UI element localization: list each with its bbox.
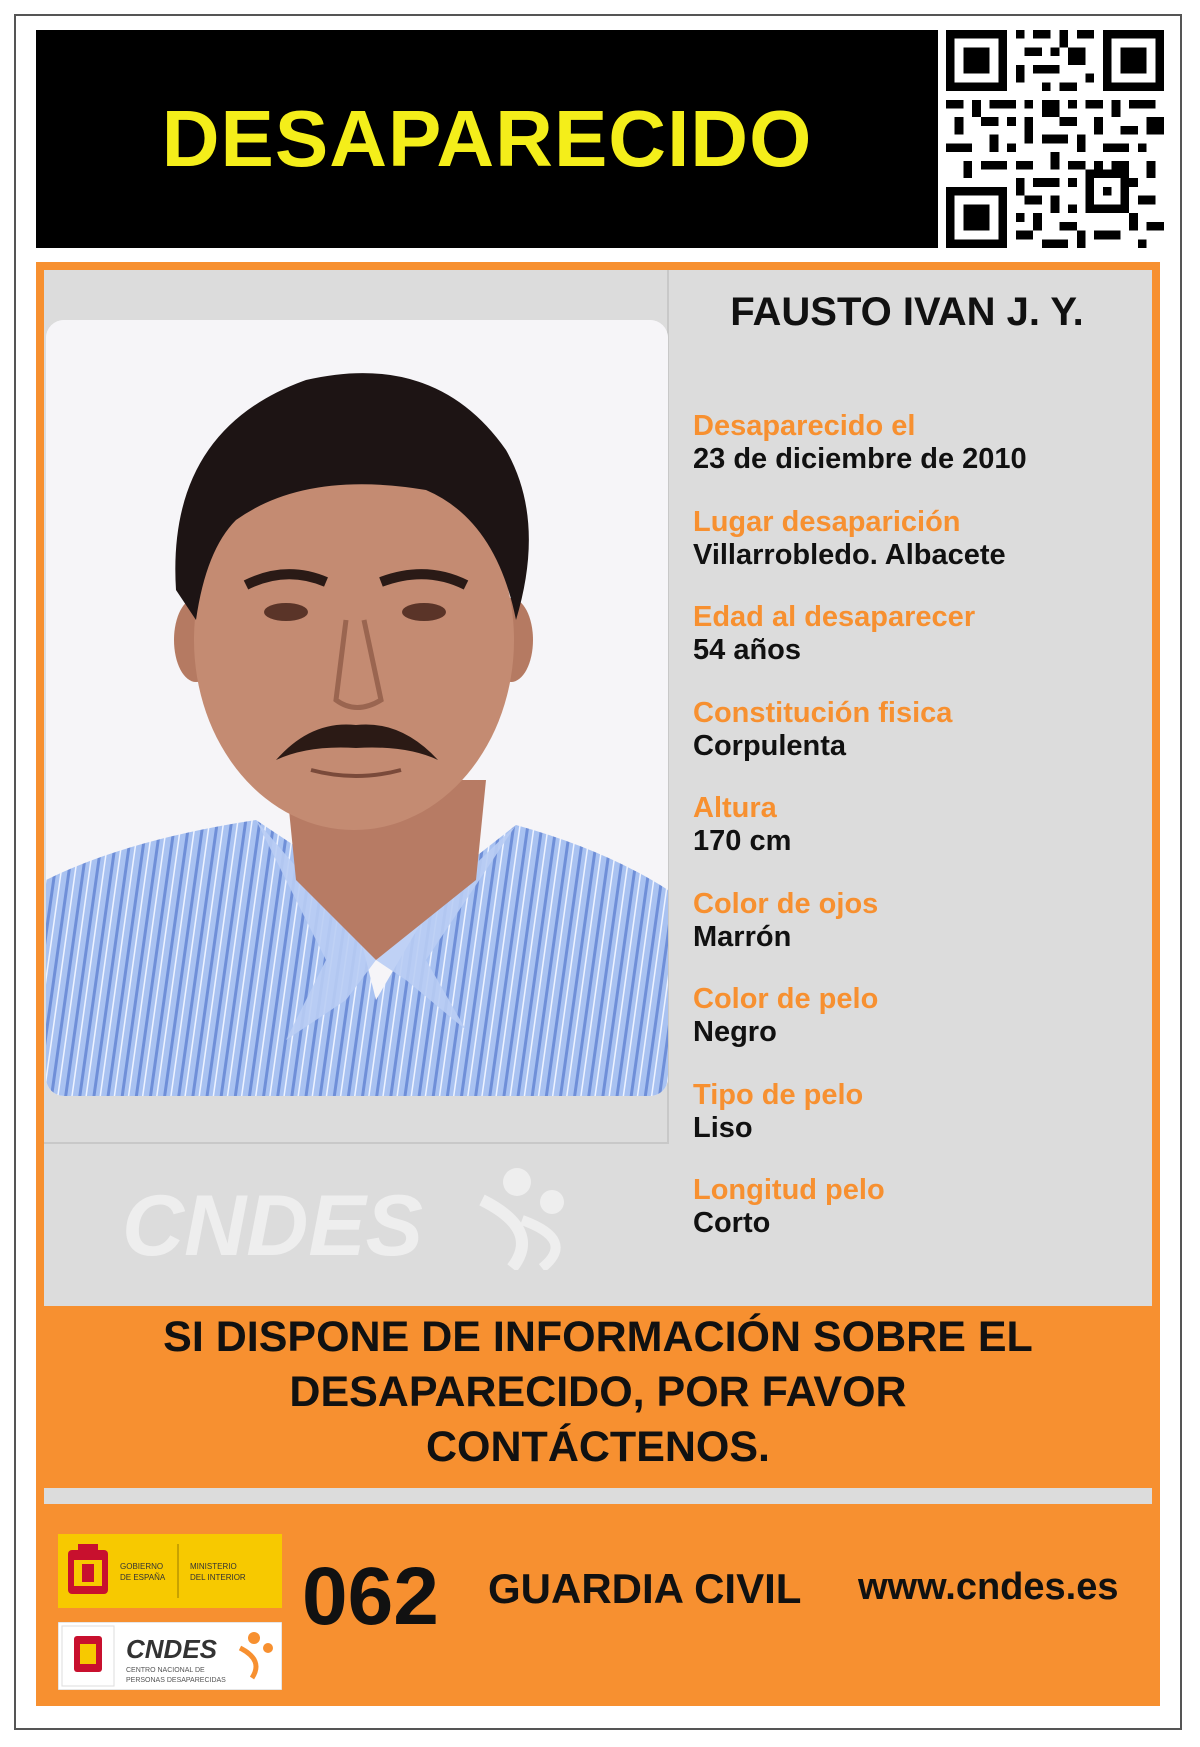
agency-name: GUARDIA CIVIL [488, 1565, 802, 1612]
notice-line-2: DESAPARECIDO, POR FAVOR [289, 1368, 907, 1416]
divider [44, 1488, 1152, 1504]
svg-text:MINISTERIO: MINISTERIO [190, 1562, 237, 1571]
poster-title: DESAPARECIDO [161, 94, 813, 183]
notice-line-3: CONTÁCTENOS. [426, 1423, 770, 1471]
detail-value: Corpulenta [693, 729, 847, 762]
detail-value: Corto [693, 1207, 771, 1239]
detail-value: 170 cm [693, 825, 792, 857]
detail-missing-date [693, 410, 1153, 506]
notice-line-1: SI DISPONE DE INFORMACIÓN SOBRE EL [163, 1313, 1033, 1361]
svg-text:DEL INTERIOR: DEL INTERIOR [190, 1573, 246, 1582]
detail-label: Lugar desaparición [693, 505, 961, 538]
person-name: FAUSTO IVAN J. Y. [730, 290, 1084, 334]
detail-value: 23 de diciembre de 2010 [693, 443, 1027, 475]
detail-label: Tipo de pelo [693, 1078, 864, 1111]
detail-value: Villarrobledo. Albacete [693, 538, 1006, 571]
detail-hair-length [693, 1174, 1153, 1270]
detail-label: Color de ojos [693, 887, 879, 920]
svg-text:PERSONAS DESAPARECIDAS: PERSONAS DESAPARECIDAS [126, 1677, 226, 1684]
cndes-watermark [122, 1160, 602, 1270]
svg-text:CNDES: CNDES [122, 1178, 424, 1270]
title-banner [36, 30, 938, 248]
detail-label: Edad al desaparecer [693, 601, 976, 633]
detail-age [693, 601, 1153, 697]
detail-value: Liso [693, 1111, 753, 1144]
detail-value: Marrón [693, 920, 792, 953]
missing-person-photo [46, 320, 668, 1096]
person-details [693, 410, 1153, 1270]
website-link[interactable]: www.cndes.es [858, 1566, 1119, 1608]
detail-hair-type [693, 1079, 1153, 1175]
svg-text:GOBIERNO: GOBIERNO [120, 1562, 164, 1571]
detail-label: Constitución fisica [693, 696, 953, 729]
gobierno-espana-logo [58, 1534, 282, 1608]
detail-hair-color [693, 983, 1153, 1079]
cndes-logo [58, 1622, 282, 1690]
detail-value: 54 años [693, 634, 801, 666]
detail-eye-color [693, 888, 1153, 984]
qr-code-icon[interactable] [946, 30, 1164, 248]
detail-label: Color de pelo [693, 983, 879, 1015]
svg-text:DE ESPAÑA: DE ESPAÑA [120, 1573, 166, 1582]
emergency-phone: 062 [302, 1551, 439, 1642]
svg-text:CNDES: CNDES [126, 1634, 218, 1664]
svg-text:CENTRO NACIONAL DE: CENTRO NACIONAL DE [126, 1667, 205, 1674]
detail-label: Desaparecido el [693, 410, 916, 442]
detail-value: Negro [693, 1016, 777, 1048]
detail-build [693, 697, 1153, 793]
detail-label: Altura [693, 792, 777, 824]
detail-place [693, 506, 1153, 602]
detail-height [693, 792, 1153, 888]
contact-notice [44, 1310, 1152, 1475]
detail-label: Longitud pelo [693, 1174, 885, 1206]
